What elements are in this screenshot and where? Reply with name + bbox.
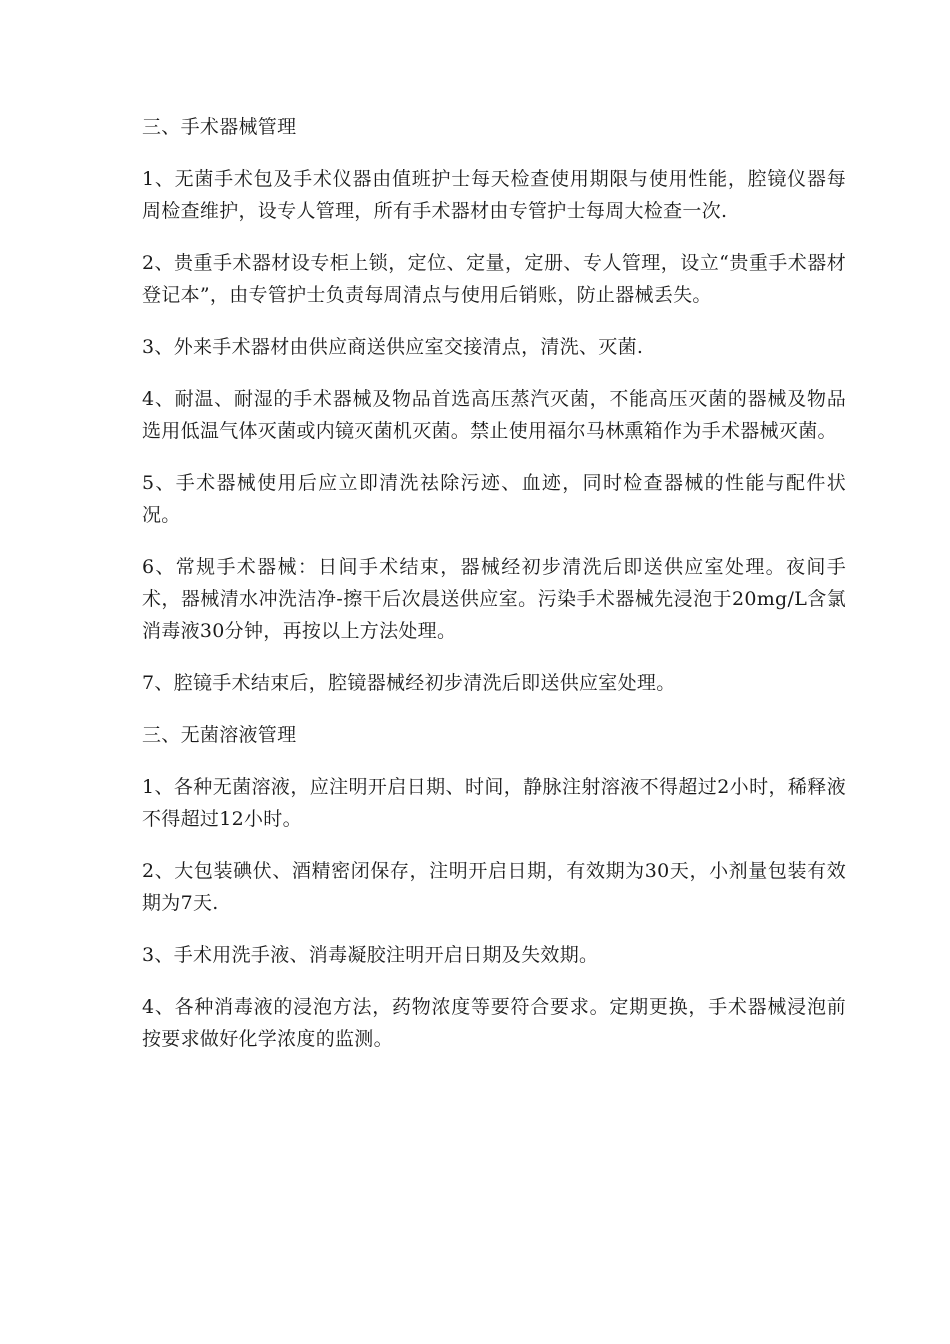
solution-paragraph-3: 3、手术用洗手液、消毒凝胶注明开启日期及失效期。 xyxy=(142,944,599,966)
paragraph-2: 2、贵重手术器材设专柜上锁，定位、定量，定册、专人管理，设立“贵重手术器材登记本”，由专管护士负责每周清点与使用后销账，防止器械丢失。 xyxy=(142,252,846,306)
section-heading-sterile-solution-management: 三、无菌溶液管理 xyxy=(142,724,297,746)
document-page xyxy=(142,111,846,1075)
paragraph-4: 4、耐温、耐湿的手术器械及物品首选高压蒸汽灭菌，不能高压灭菌的器械及物品选用低温气体灭菌或内镜灭菌机灭菌。禁止使用福尔马林熏箱作为手术器械灭菌。 xyxy=(142,388,846,442)
paragraph-6: 6、常规手术器械：日间手术结束，器械经初步清洗后即送供应室处理。夜间手术，器械清水冲洗洁净-擦干后次晨送供应室。污染手术器械先浸泡于20mg/L含氯消毒液30分钟，再按以上方法处理。 xyxy=(142,556,846,642)
paragraph-3: 3、外来手术器材由供应商送供应室交接清点，清洗、灭菌. xyxy=(142,336,644,358)
solution-paragraph-2: 2、大包装碘伏、酒精密闭保存，注明开启日期，有效期为30天，小剂量包装有效期为7天. xyxy=(142,860,846,914)
solution-paragraph-4: 4、各种消毒液的浸泡方法，药物浓度等要符合要求。定期更换，手术器械浸泡前按要求做好化学浓度的监测。 xyxy=(142,996,846,1050)
paragraph-7: 7、腔镜手术结束后，腔镜器械经初步清洗后即送供应室处理。 xyxy=(142,672,676,694)
solution-paragraph-1: 1、各种无菌溶液，应注明开启日期、时间，静脉注射溶液不得超过2小时，稀释液不得超过12小时。 xyxy=(142,776,846,830)
paragraph-1: 1、无菌手术包及手术仪器由值班护士每天检查使用期限与使用性能，腔镜仪器每周检查维护，设专人管理，所有手术器材由专管护士每周大检查一次. xyxy=(142,168,846,222)
paragraph-5: 5、手术器械使用后应立即清洗祛除污迹、血迹，同时检查器械的性能与配件状况。 xyxy=(142,472,846,526)
section-heading-instrument-management: 三、手术器械管理 xyxy=(142,116,297,138)
